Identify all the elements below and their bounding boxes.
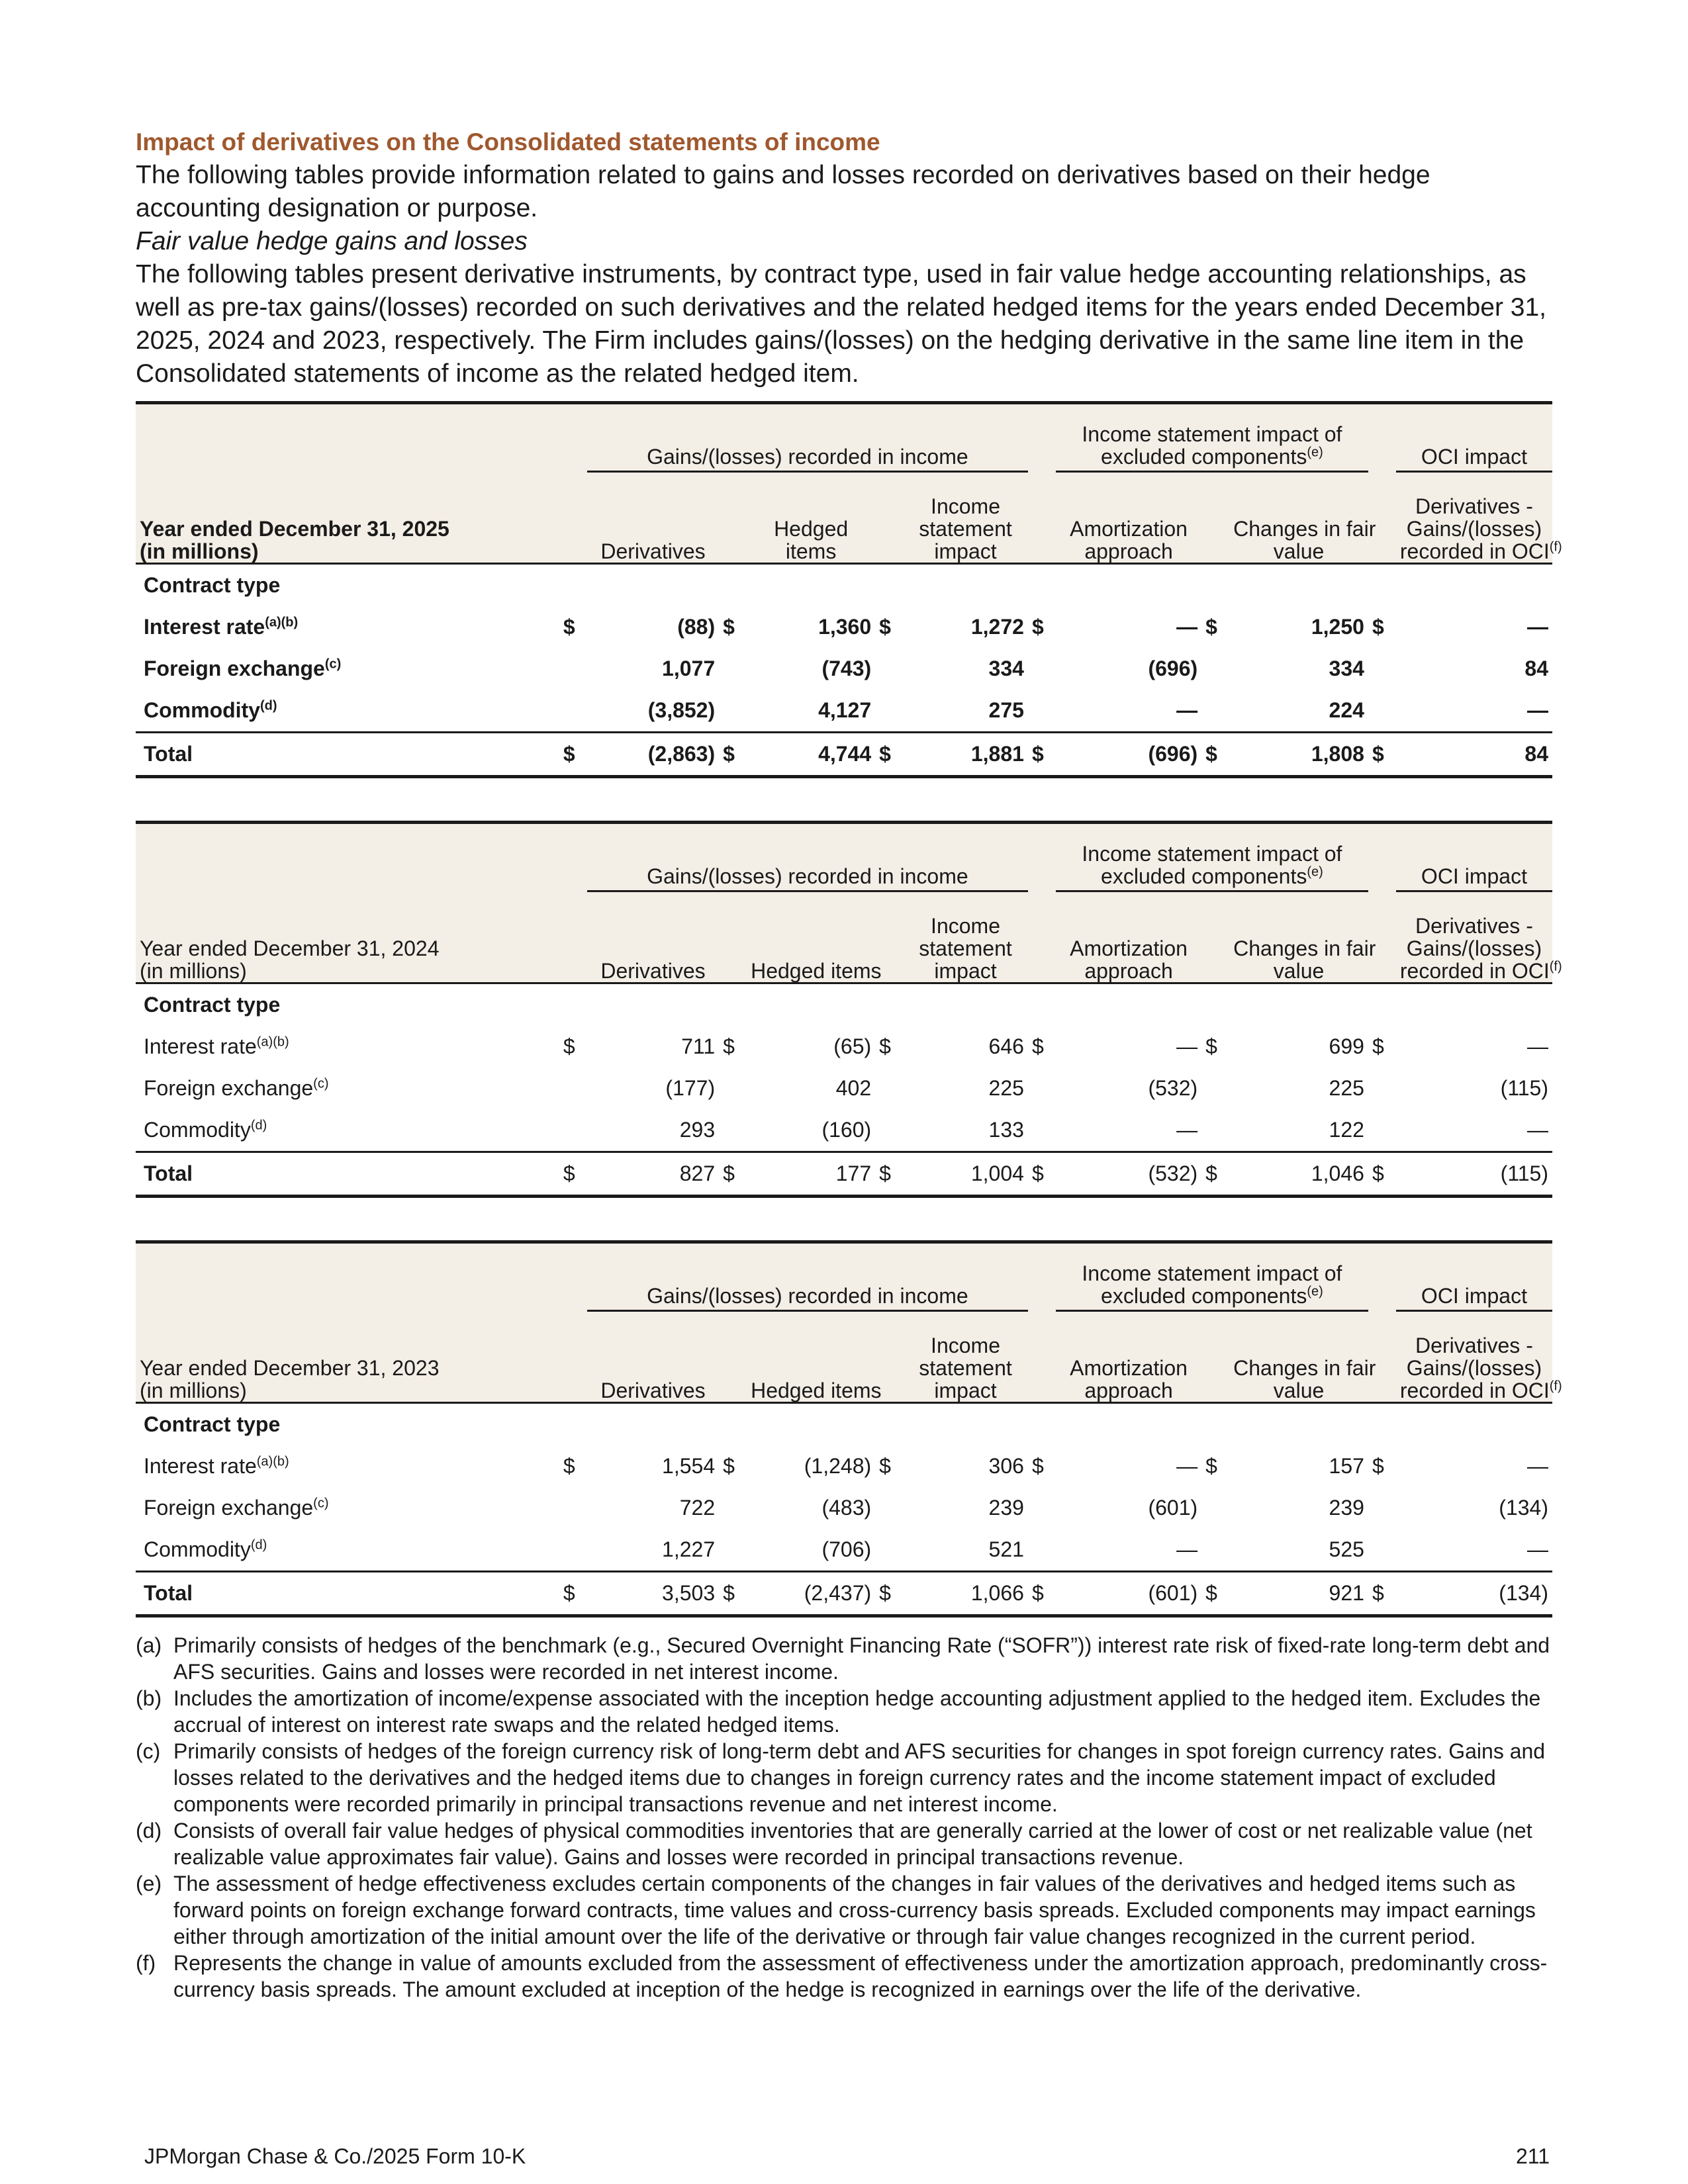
- table-cell: —: [1176, 1034, 1198, 1058]
- footer-page-number: 211: [1516, 2144, 1550, 2168]
- table-cell: —: [1527, 1118, 1548, 1142]
- table-cell: (115): [1500, 1076, 1548, 1100]
- table-spacer: [136, 1198, 1552, 1230]
- table-cell: 646: [988, 1034, 1024, 1058]
- table-cell: 699: [1329, 1034, 1364, 1058]
- table-cell: 722: [679, 1496, 716, 1520]
- table-row: Foreign exchange$^{(c)}$ 722 (483) 239 (601) 239 (134): [136, 1487, 1552, 1529]
- table-cell: 334: [988, 657, 1024, 680]
- table-cell: 4,744: [747, 733, 875, 777]
- table-cell: (88): [677, 615, 716, 639]
- group-header-excluded: Income statement impact of excluded components$^{(e)}$: [1056, 823, 1368, 891]
- group-header-oci: OCI impact: [1396, 403, 1552, 472]
- footnote-d: (d) Consists of overall fair value hedges of physical commodities inventories that are generally carried at the lower of cost or net realizable value (net realizable value approximates fair value). Gains and losses were recorded in principal transactions revenue.: [136, 1819, 1532, 1869]
- section-heading: Impact of derivatives on the Consolidated statements of income: [136, 128, 880, 156]
- tables-container: [136, 401, 1562, 1617]
- table-row: Interest rate$^{(a)(b)}$ $ 1,554 $ (1,248) $ 306 $ — $ 157 $ —: [136, 1445, 1552, 1487]
- table-cell: (743): [821, 657, 872, 680]
- group-header-income: Gains/(losses) recorded in income: [587, 823, 1028, 891]
- table-row: Commodity$^{(d)}$ (3,852) 4,127 275 — 224 —: [136, 690, 1552, 733]
- fair-value-hedge-table-2: [136, 1240, 1562, 1617]
- table-cell: 1,808: [1229, 733, 1368, 777]
- table-cell: —: [1176, 698, 1198, 722]
- table-row: Foreign exchange$^{(c)}$ (177) 402 225 (532) 225 (115): [136, 1068, 1552, 1109]
- table-cell: 3,503: [587, 1572, 719, 1616]
- year-label: Year ended December 31, 2025 (in millions): [136, 472, 559, 564]
- table-spacer: [136, 778, 1552, 810]
- table-cell: 225: [988, 1076, 1024, 1100]
- footer-document-title: JPMorgan Chase & Co./2025 Form 10-K: [144, 2144, 526, 2168]
- table-cell: 521: [988, 1537, 1024, 1561]
- table-cell: 334: [1329, 657, 1364, 680]
- contract-type-row: Contract type: [144, 573, 281, 597]
- table-cell: 4,127: [818, 698, 872, 722]
- contract-type-row: Contract type: [144, 1412, 281, 1436]
- table-cell: 225: [1329, 1076, 1364, 1100]
- table-cell: 133: [988, 1118, 1024, 1142]
- table-cell: 84: [1396, 733, 1552, 777]
- fair-value-hedge-table-1: [136, 821, 1562, 1198]
- table-cell: 1,066: [903, 1572, 1028, 1616]
- col-hedged-items: Hedged items: [747, 891, 875, 983]
- col-amortization: Amortization approach: [1056, 472, 1201, 564]
- table-cell: 84: [1524, 657, 1548, 680]
- table-cell: —: [1176, 1118, 1198, 1142]
- table-cell: (696): [1148, 657, 1198, 680]
- table-cell: 1,881: [903, 733, 1028, 777]
- col-income-impact: Income statement impact: [903, 891, 1028, 983]
- year-label: Year ended December 31, 2023 (in millions): [136, 1311, 559, 1403]
- table-cell: —: [1176, 1537, 1198, 1561]
- table-cell: 921: [1229, 1572, 1368, 1616]
- table-cell: —: [1527, 1034, 1548, 1058]
- group-header-income: Gains/(losses) recorded in income: [587, 1242, 1028, 1311]
- table-cell: —: [1176, 1454, 1198, 1478]
- table-cell: 1,077: [662, 657, 716, 680]
- fair-value-hedge-table-0: [136, 401, 1562, 778]
- contract-type-row: Contract type: [144, 993, 281, 1017]
- page-content: [136, 126, 1562, 2003]
- col-hedged-items: Hedged items: [747, 472, 875, 564]
- table-cell: —: [1527, 1537, 1548, 1561]
- table-cell: (2,863): [587, 733, 719, 777]
- table-cell: (483): [821, 1496, 872, 1520]
- total-row: Total $ 3,503 $ (2,437) $ 1,066 $ (601) $ 921 $ (134): [136, 1572, 1552, 1616]
- table-cell: 1,554: [662, 1454, 716, 1478]
- table-cell: (696): [1056, 733, 1201, 777]
- table-cell: —: [1527, 1454, 1548, 1478]
- table-cell: (1,248): [804, 1454, 872, 1478]
- table-cell: 177: [747, 1152, 875, 1197]
- table-cell: (65): [833, 1034, 872, 1058]
- table-cell: (706): [821, 1537, 872, 1561]
- table-row: Commodity$^{(d)}$ 1,227 (706) 521 — 525 —: [136, 1529, 1552, 1572]
- table-cell: (2,437): [747, 1572, 875, 1616]
- table-cell: 239: [1329, 1496, 1364, 1520]
- group-header-excluded: Income statement impact of excluded components$^{(e)}$: [1056, 403, 1368, 472]
- table-cell: 1,227: [662, 1537, 716, 1561]
- col-amortization: Amortization approach: [1056, 891, 1201, 983]
- group-header-income: Gains/(losses) recorded in income: [587, 403, 1028, 472]
- group-header-excluded: Income statement impact of excluded components$^{(e)}$: [1056, 1242, 1368, 1311]
- footnote-b: (b) Includes the amortization of income/expense associated with the inception hedge accounting adjustment applied to the hedged item. Excludes the accrual of interest on interest rate swaps and the related hedged items.: [136, 1686, 1541, 1737]
- footnote-e: (e) The assessment of hedge effectiveness excludes certain components of the changes in fair values of the derivatives and hedged items such as forward points on foreign exchange forward contracts, time values and cross-currency basis spreads. Excluded components may impact earnings either through amortization of the initial amount over the life of the derivative or through fair value changes recognized in the current period.: [136, 1872, 1536, 1948]
- table-cell: —: [1527, 698, 1548, 722]
- table-cell: 224: [1329, 698, 1364, 722]
- table-cell: 1,360: [818, 615, 872, 639]
- table-cell: (532): [1148, 1076, 1198, 1100]
- table-cell: (160): [821, 1118, 872, 1142]
- table-cell: 711: [681, 1034, 716, 1058]
- footnote-f: (f) Represents the change in value of amounts excluded from the assessment of effectiveness under the amortization approach, predominantly cross-currency basis spreads. The amount excluded at inception of the hedge is recognized in earnings over the life of the derivative.: [136, 1951, 1548, 2001]
- table-cell: 525: [1329, 1537, 1364, 1561]
- col-oci: Derivatives - Gains/(losses) recorded in OCI$^{(f)}$: [1396, 1311, 1552, 1403]
- table-row: Interest rate$^{(a)(b)}$ $ 711 $ (65) $ 646 $ — $ 699 $ —: [136, 1026, 1552, 1068]
- table-row: Interest rate$^{(a)(b)}$ $ (88) $ 1,360 $ 1,272 $ — $ 1,250 $ —: [136, 606, 1552, 648]
- col-oci: Derivatives - Gains/(losses) recorded in OCI$^{(f)}$: [1396, 472, 1552, 564]
- table-row: Foreign exchange$^{(c)}$ 1,077 (743) 334 (696) 334 84: [136, 648, 1552, 690]
- table-cell: 122: [1329, 1118, 1364, 1142]
- table-cell: 293: [679, 1118, 716, 1142]
- total-row: Total $ (2,863) $ 4,744 $ 1,881 $ (696) $ 1,808 $ 84: [136, 733, 1552, 777]
- footnote-a: (a) Primarily consists of hedges of the benchmark (e.g., Secured Overnight Financing Rate (“SOFR”)) interest rate risk of fixed-rate long-term debt and AFS securities. Gains and losses were recorded in net interest income.: [136, 1633, 1550, 1684]
- intro-paragraph: The following tables provide information related to gains and losses recorded on derivatives based on their hedge accounting designation or purpose.: [136, 161, 1430, 222]
- table-cell: 1,272: [970, 615, 1024, 639]
- table-cell: (3,852): [647, 698, 716, 722]
- col-hedged-items: Hedged items: [747, 1311, 875, 1403]
- col-income-impact: Income statement impact: [903, 1311, 1028, 1403]
- table-cell: (177): [665, 1076, 716, 1100]
- table-cell: 827: [587, 1152, 719, 1197]
- subheading: Fair value hedge gains and losses: [136, 227, 528, 255]
- table-cell: 157: [1329, 1454, 1364, 1478]
- table-cell: —: [1527, 615, 1548, 639]
- group-header-oci: OCI impact: [1396, 823, 1552, 891]
- col-changes-fair-value: Changes in fair value: [1229, 472, 1368, 564]
- group-header-oci: OCI impact: [1396, 1242, 1552, 1311]
- col-changes-fair-value: Changes in fair value: [1229, 1311, 1368, 1403]
- col-derivatives: Derivatives: [587, 472, 719, 564]
- footnote-c: (c) Primarily consists of hedges of the foreign currency risk of long-term debt and AFS securities for changes in spot foreign currency rates. Gains and losses related to the derivatives and the hedged items due to changes in foreign currency rates and the income statement impact of excluded components were recorded primarily in principal transactions revenue and net interest income.: [136, 1739, 1546, 1816]
- col-derivatives: Derivatives: [587, 891, 719, 983]
- col-oci: Derivatives - Gains/(losses) recorded in OCI$^{(f)}$: [1396, 891, 1552, 983]
- table-cell: (601): [1148, 1496, 1198, 1520]
- col-derivatives: Derivatives: [587, 1311, 719, 1403]
- table-cell: (601): [1056, 1572, 1201, 1616]
- table-cell: (115): [1396, 1152, 1552, 1197]
- table-cell: (134): [1499, 1496, 1548, 1520]
- table-cell: (532): [1056, 1152, 1201, 1197]
- col-amortization: Amortization approach: [1056, 1311, 1201, 1403]
- table-cell: 402: [835, 1076, 872, 1100]
- col-income-impact: Income statement impact: [903, 472, 1028, 564]
- year-label: Year ended December 31, 2024 (in millions): [136, 891, 559, 983]
- table-cell: 1,046: [1229, 1152, 1368, 1197]
- table-cell: 1,250: [1311, 615, 1364, 639]
- table-cell: 239: [988, 1496, 1024, 1520]
- table-cell: 306: [988, 1454, 1024, 1478]
- table-cell: (134): [1396, 1572, 1552, 1616]
- total-row: Total $ 827 $ 177 $ 1,004 $ (532) $ 1,046 $ (115): [136, 1152, 1552, 1197]
- table-cell: 1,004: [903, 1152, 1028, 1197]
- col-changes-fair-value: Changes in fair value: [1229, 891, 1368, 983]
- footnotes: [136, 1632, 1552, 2003]
- table-cell: 275: [988, 698, 1024, 722]
- table-row: Commodity$^{(d)}$ 293 (160) 133 — 122 —: [136, 1109, 1552, 1152]
- description-paragraph: The following tables present derivative instruments, by contract type, used in fair value hedge accounting relationships, as well as pre-tax gains/(losses) recorded on such derivatives and the related hedged items for the years ended December 31, 2025, 2024 and 2023, respectively. The Firm includes gains/(losses) on the hedging derivative in the same line item in the Consolidated statements of income as the related hedged item.: [136, 260, 1546, 388]
- table-cell: —: [1176, 615, 1198, 639]
